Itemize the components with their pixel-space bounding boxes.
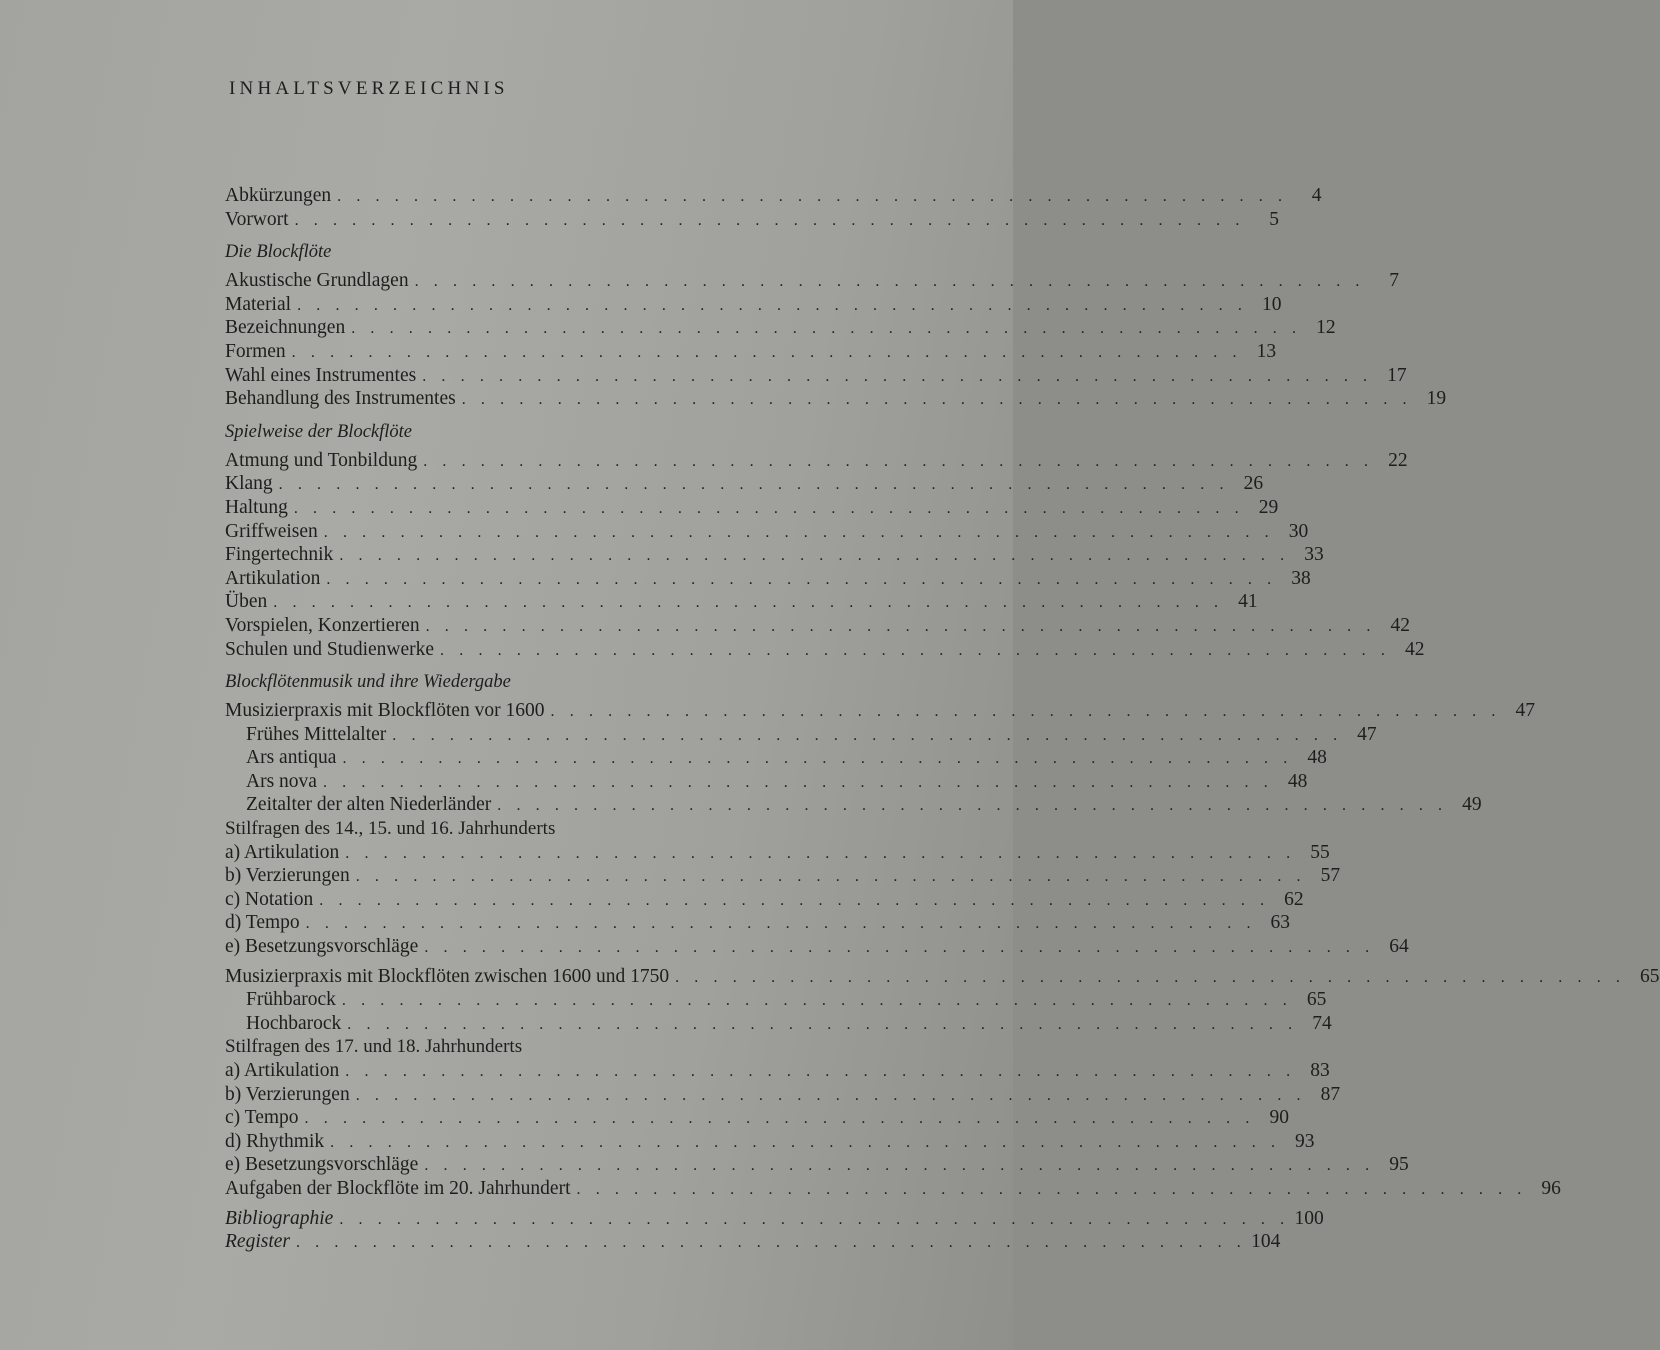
toc-entry-title: Haltung xyxy=(225,496,288,518)
toc-entry-page: 63 xyxy=(1270,912,1291,934)
toc-entry xyxy=(225,841,1330,865)
toc-entry-title: b) Verzierungen xyxy=(225,865,350,887)
toc-entry xyxy=(225,543,1324,567)
toc-leader: . . . . . . . . . . . . . . . . . . . . . . . . . . . . . . . . . . . . . . . . . . . . . . . . . . xyxy=(550,703,1501,721)
toc-entry-page: 65 xyxy=(1306,989,1327,1011)
toc-subentry xyxy=(225,1012,1332,1036)
toc-entry-page: 65 xyxy=(1640,965,1660,987)
toc-entry-page: 47 xyxy=(1357,723,1377,745)
toc-leader: . . . . . . . . . . . . . . . . . . . . . . . . . . . . . . . . . . . . . . . . . . . . . . . . . . xyxy=(497,797,1448,815)
toc-entry xyxy=(225,614,1410,638)
toc-entry-title: a) Artikulation xyxy=(225,841,340,863)
toc-entry-title: Üben xyxy=(225,591,268,613)
toc-entry xyxy=(225,293,1282,317)
toc-entry xyxy=(225,340,1277,364)
toc-entry-title: Schulen und Studienwerke xyxy=(225,638,435,660)
toc-entry-title: a) Artikulation xyxy=(225,1060,340,1081)
toc-entry-title: Musizierpraxis mit Blockflöten zwischen 1600 und 1750 xyxy=(225,965,670,987)
toc-leader: . . . . . . . . . . . . . . . . . . . . . . . . . . . . . . . . . . . . . . . . . . . . . . . . . . xyxy=(294,211,1245,229)
section-heading: Blockflötenmusik und ihre Wiedergabe xyxy=(225,672,511,693)
toc-entry-page: 7 xyxy=(1389,270,1399,292)
toc-leader: . . . . . . . . . . . . . . . . . . . . . . . . . . . . . . . . . . . . . . . . . . . . . . . . . . xyxy=(392,726,1343,744)
toc-entry xyxy=(225,638,1425,662)
toc-entry xyxy=(225,590,1258,614)
toc-leader: . . . . . . . . . . . . . . . . . . . . . . . . . . . . . . . . . . . . . . . . . . . . . . . . . . xyxy=(675,968,1626,986)
toc-entry-title: b) Verzierungen xyxy=(225,1083,350,1105)
toc-entry-page: 19 xyxy=(1426,388,1447,410)
toc-leader: . . . . . . . . . . . . . . . . . . . . . . . . . . . . . . . . . . . . . . . . . . . . . . . . . . xyxy=(355,868,1307,886)
toc-subentry xyxy=(225,723,1377,747)
toc-leader: . . . . . . . . . . . . . . . . . . . . . . . . . . . . . . . . . . . . . . . . . . . . . . . . . . xyxy=(423,452,1374,470)
toc-subentry xyxy=(225,793,1482,817)
toc-entry xyxy=(225,699,1535,723)
toc-entry xyxy=(225,1230,1281,1254)
toc-entry xyxy=(225,1130,1315,1154)
toc-leader: . . . . . . . . . . . . . . . . . . . . . . . . . . . . . . . . . . . . . . . . . . . . . . . . . . xyxy=(278,476,1230,494)
toc-leader: . . . . . . . . . . . . . . . . . . . . . . . . . . . . . . . . . . . . . . . . . . . . . . . . . . xyxy=(319,891,1270,909)
toc-leader: . . . . . . . . . . . . . . . . . . . . . . . . . . . . . . . . . . . . . . . . . . . . . . . . . . xyxy=(323,523,1275,541)
toc-entry-page: 41 xyxy=(1238,591,1258,613)
toc-leader: . . . . . . . . . . . . . . . . . . . . . . . . . . . . . . . . . . . . . . . . . . . . . . . . . . xyxy=(337,188,1288,205)
toc-entry-page: 10 xyxy=(1261,293,1282,315)
toc-entry-page: 38 xyxy=(1291,567,1311,589)
toc-leader: . . . . . . . . . . . . . . . . . . . . . . . . . . . . . . . . . . . . . . . . . . . . . . . . . . xyxy=(461,391,1413,409)
toc-entry-page: 47 xyxy=(1515,700,1535,722)
toc-entry-title: Griffweisen xyxy=(225,520,318,542)
toc-entry-page: 55 xyxy=(1310,841,1330,863)
toc-entry xyxy=(225,269,1399,293)
toc-entry-page: 42 xyxy=(1404,638,1425,660)
toc-entry xyxy=(225,208,1279,232)
toc-entry-page: 33 xyxy=(1304,544,1324,566)
toc-entry xyxy=(225,1153,1409,1177)
toc-leader: . . . . . . . . . . . . . . . . . . . . . . . . . . . . . . . . . . . . . . . . . . . . . . . . . . xyxy=(304,1110,1255,1128)
toc-leader: . . . . . . . . . . . . . . . . . . . . . . . . . . . . . . . . . . . . . . . . . . . . . . . . . . xyxy=(345,844,1296,862)
toc-entry-title: c) Notation xyxy=(225,888,314,910)
toc-leader: . . . . . . . . . . . . . . . . . . . . . . . . . . . . . . . . . . . . . . . . . . . . . . . . . . xyxy=(422,367,1373,385)
toc-leader: . . . . . . . . . . . . . . . . . . . . . . . . . . . . . . . . . . . . . . . . . . . . . . . . . . xyxy=(339,1210,1290,1228)
toc-leader: . . . . . . . . . . . . . . . . . . . . . . . . . . . . . . . . . . . . . . . . . . . . . . . . . . xyxy=(341,992,1293,1010)
toc-entry xyxy=(225,1083,1341,1107)
toc-leader: . . . . . . . . . . . . . . . . . . . . . . . . . . . . . . . . . . . . . . . . . . . . . . . . . . xyxy=(347,1015,1298,1033)
toc-entry xyxy=(225,911,1291,935)
toc-entry-title: Aufgaben der Blockflöte im 20. Jahrhundert xyxy=(225,1177,571,1199)
toc-entry-page: 95 xyxy=(1389,1154,1409,1176)
toc-entry xyxy=(225,520,1309,544)
toc-leader: . . . . . . . . . . . . . . . . . . . . . . . . . . . . . . . . . . . . . . . . . . . . . . . . . . xyxy=(576,1180,1527,1198)
toc-entry-title: Atmung und Tonbildung xyxy=(225,449,418,471)
toc-entry-title: Ars antiqua xyxy=(246,747,337,769)
toc-leader: . . . . . . . . . . . . . . . . . . . . . . . . . . . . . . . . . . . . . . . . . . . . . . . . . . xyxy=(424,1157,1375,1175)
toc-entry-page: 96 xyxy=(1541,1177,1561,1199)
toc-entry-title: Akustische Grundlagen xyxy=(225,270,409,292)
section-heading: Spielweise der Blockflöte xyxy=(225,421,412,442)
toc-group-title: Stilfragen des 17. und 18. Jahrhunderts xyxy=(225,1036,523,1058)
toc-entry-page: 104 xyxy=(1251,1231,1281,1253)
toc-leader: . . . . . . . . . . . . . . . . . . . . . . . . . . . . . . . . . . . . . . . . . . . . . . . . . . xyxy=(322,773,1274,791)
toc-leader: . . . . . . . . . . . . . . . . . . . . . . . . . . . . . . . . . . . . . . . . . . . . . . . . . . xyxy=(305,915,1257,933)
toc-leader: . . . . . . . . . . . . . . . . . . . . . . . . . . . . . . . . . . . . . . . . . . . . . . . . . . xyxy=(339,547,1290,565)
page-title: INHALTSVERZEICHNIS xyxy=(229,78,509,99)
toc-entry xyxy=(225,1059,1330,1083)
toc-entry-page: 30 xyxy=(1288,520,1309,542)
toc-entry-page: 83 xyxy=(1310,1060,1330,1081)
toc-leader: . . . . . . . . . . . . . . . . . . . . . . . . . . . . . . . . . . . . . . . . . . . . . . . . . . xyxy=(440,641,1391,659)
toc-entry-title: Zeitalter der alten Niederländer xyxy=(246,794,492,816)
toc-entry-page: 93 xyxy=(1295,1130,1315,1152)
toc-entry-title: Fingertechnik xyxy=(225,544,334,566)
toc-entry-page: 48 xyxy=(1287,770,1308,792)
toc-entry-title: Abkürzungen xyxy=(225,185,332,206)
toc-leader: . . . . . . . . . . . . . . . . . . . . . . . . . . . . . . . . . . . . . . . . . . . . . . . . . . xyxy=(293,499,1245,517)
toc-leader: . . . . . . . . . . . . . . . . . . . . . . . . . . . . . . . . . . . . . . . . . . . . . . . . . . xyxy=(273,594,1224,612)
toc-entry-page: 5 xyxy=(1269,208,1279,230)
toc-leader: . . . . . . . . . . . . . . . . . . . . . . . . . . . . . . . . . . . . . . . . . . . . . . . . . . xyxy=(345,1063,1296,1080)
toc-leader: . . . . . . . . . . . . . . . . . . . . . . . . . . . . . . . . . . . . . . . . . . . . . . . . . . xyxy=(342,750,1293,768)
toc-entry-page: 100 xyxy=(1294,1207,1324,1229)
toc-entry-page: 57 xyxy=(1320,865,1341,887)
toc-entry-page: 62 xyxy=(1284,888,1304,910)
toc-entry-page: 90 xyxy=(1269,1107,1289,1129)
toc-entry-page: 12 xyxy=(1316,317,1336,339)
toc-entry xyxy=(225,364,1407,388)
toc-entry xyxy=(225,935,1409,959)
table-of-contents xyxy=(225,184,1660,1254)
toc-entry-page: 4 xyxy=(1311,185,1322,206)
toc-entry-title: c) Tempo xyxy=(225,1107,299,1129)
toc-entry-title: Bibliographie xyxy=(225,1207,334,1229)
toc-entry-title: Vorspielen, Konzertieren xyxy=(225,614,420,636)
toc-entry xyxy=(225,1177,1561,1201)
toc-entry-page: 64 xyxy=(1389,936,1409,958)
toc-entry xyxy=(225,864,1341,888)
toc-group-title: Stilfragen des 14., 15. und 16. Jahrhunderts xyxy=(225,818,556,840)
toc-leader: . . . . . . . . . . . . . . . . . . . . . . . . . . . . . . . . . . . . . . . . . . . . . . . . . . xyxy=(351,320,1302,338)
toc-leader: . . . . . . . . . . . . . . . . . . . . . . . . . . . . . . . . . . . . . . . . . . . . . . . . . . xyxy=(355,1086,1307,1104)
toc-subentry xyxy=(225,988,1327,1012)
toc-leader: . . . . . . . . . . . . . . . . . . . . . . . . . . . . . . . . . . . . . . . . . . . . . . . . . . xyxy=(295,1234,1247,1252)
toc-entry-page: 26 xyxy=(1243,473,1264,495)
toc-leader: . . . . . . . . . . . . . . . . . . . . . . . . . . . . . . . . . . . . . . . . . . . . . . . . . . xyxy=(326,570,1277,588)
toc-entry xyxy=(225,387,1447,411)
toc-entry xyxy=(225,888,1304,912)
toc-entry-page: 49 xyxy=(1462,794,1482,816)
toc-entry-title: Bezeichnungen xyxy=(225,317,346,339)
toc-entry-title: Behandlung des Instrumentes xyxy=(225,388,456,410)
toc-leader: . . . . . . . . . . . . . . . . . . . . . . . . . . . . . . . . . . . . . . . . . . . . . . . . . . xyxy=(414,273,1365,291)
toc-entry-title: Material xyxy=(225,293,292,315)
toc-entry-title: Frühbarock xyxy=(246,989,336,1011)
toc-entry-title: Artikulation xyxy=(225,567,321,589)
toc-entry-title: Ars nova xyxy=(246,770,317,792)
toc-subentry xyxy=(225,770,1308,794)
toc-entry-title: e) Besetzungsvorschläge xyxy=(225,936,419,958)
toc-entry-title: Musizierpraxis mit Blockflöten vor 1600 xyxy=(225,700,545,722)
toc-entry-title: d) Tempo xyxy=(225,912,300,934)
toc-entry xyxy=(225,1207,1324,1231)
toc-entry-page: 48 xyxy=(1307,747,1327,769)
toc-entry-title: e) Besetzungsvorschläge xyxy=(225,1154,419,1176)
toc-entry-title: Frühes Mittelalter xyxy=(246,723,387,745)
toc-entry-title: Vorwort xyxy=(225,208,289,230)
toc-entry-page: 42 xyxy=(1390,614,1410,636)
toc-entry-title: Hochbarock xyxy=(246,1012,342,1034)
toc-leader: . . . . . . . . . . . . . . . . . . . . . . . . . . . . . . . . . . . . . . . . . . . . . . . . . . xyxy=(291,343,1243,361)
toc-entry xyxy=(225,184,1322,208)
toc-leader: . . . . . . . . . . . . . . . . . . . . . . . . . . . . . . . . . . . . . . . . . . . . . . . . . . xyxy=(297,296,1248,314)
toc-entry xyxy=(225,496,1279,520)
toc-entry-title: Formen xyxy=(225,340,286,362)
section-heading: Die Blockflöte xyxy=(225,242,332,263)
toc-leader: . . . . . . . . . . . . . . . . . . . . . . . . . . . . . . . . . . . . . . . . . . . . . . . . . . xyxy=(424,939,1375,957)
toc-entry xyxy=(225,567,1311,591)
toc-entry xyxy=(225,965,1660,989)
toc-entry-page: 87 xyxy=(1320,1083,1341,1105)
toc-entry xyxy=(225,449,1408,473)
toc-entry-page: 17 xyxy=(1387,364,1407,386)
toc-leader: . . . . . . . . . . . . . . . . . . . . . . . . . . . . . . . . . . . . . . . . . . . . . . . . . . xyxy=(330,1133,1281,1151)
toc-leader: . . . . . . . . . . . . . . . . . . . . . . . . . . . . . . . . . . . . . . . . . . . . . . . . . . xyxy=(425,617,1376,635)
toc-entry xyxy=(225,472,1264,496)
toc-entry-page: 29 xyxy=(1258,496,1279,518)
toc-entry-title: Register xyxy=(225,1231,290,1253)
toc-entry-title: Klang xyxy=(225,473,273,495)
toc-entry xyxy=(225,316,1336,340)
toc-entry-page: 22 xyxy=(1388,449,1408,471)
toc-subentry xyxy=(225,746,1327,770)
toc-entry-title: d) Rhythmik xyxy=(225,1130,325,1152)
toc-entry-title: Wahl eines Instrumentes xyxy=(225,364,417,386)
toc-entry-page: 74 xyxy=(1312,1012,1332,1034)
toc-entry xyxy=(225,1106,1289,1130)
toc-entry-page: 13 xyxy=(1256,340,1277,362)
